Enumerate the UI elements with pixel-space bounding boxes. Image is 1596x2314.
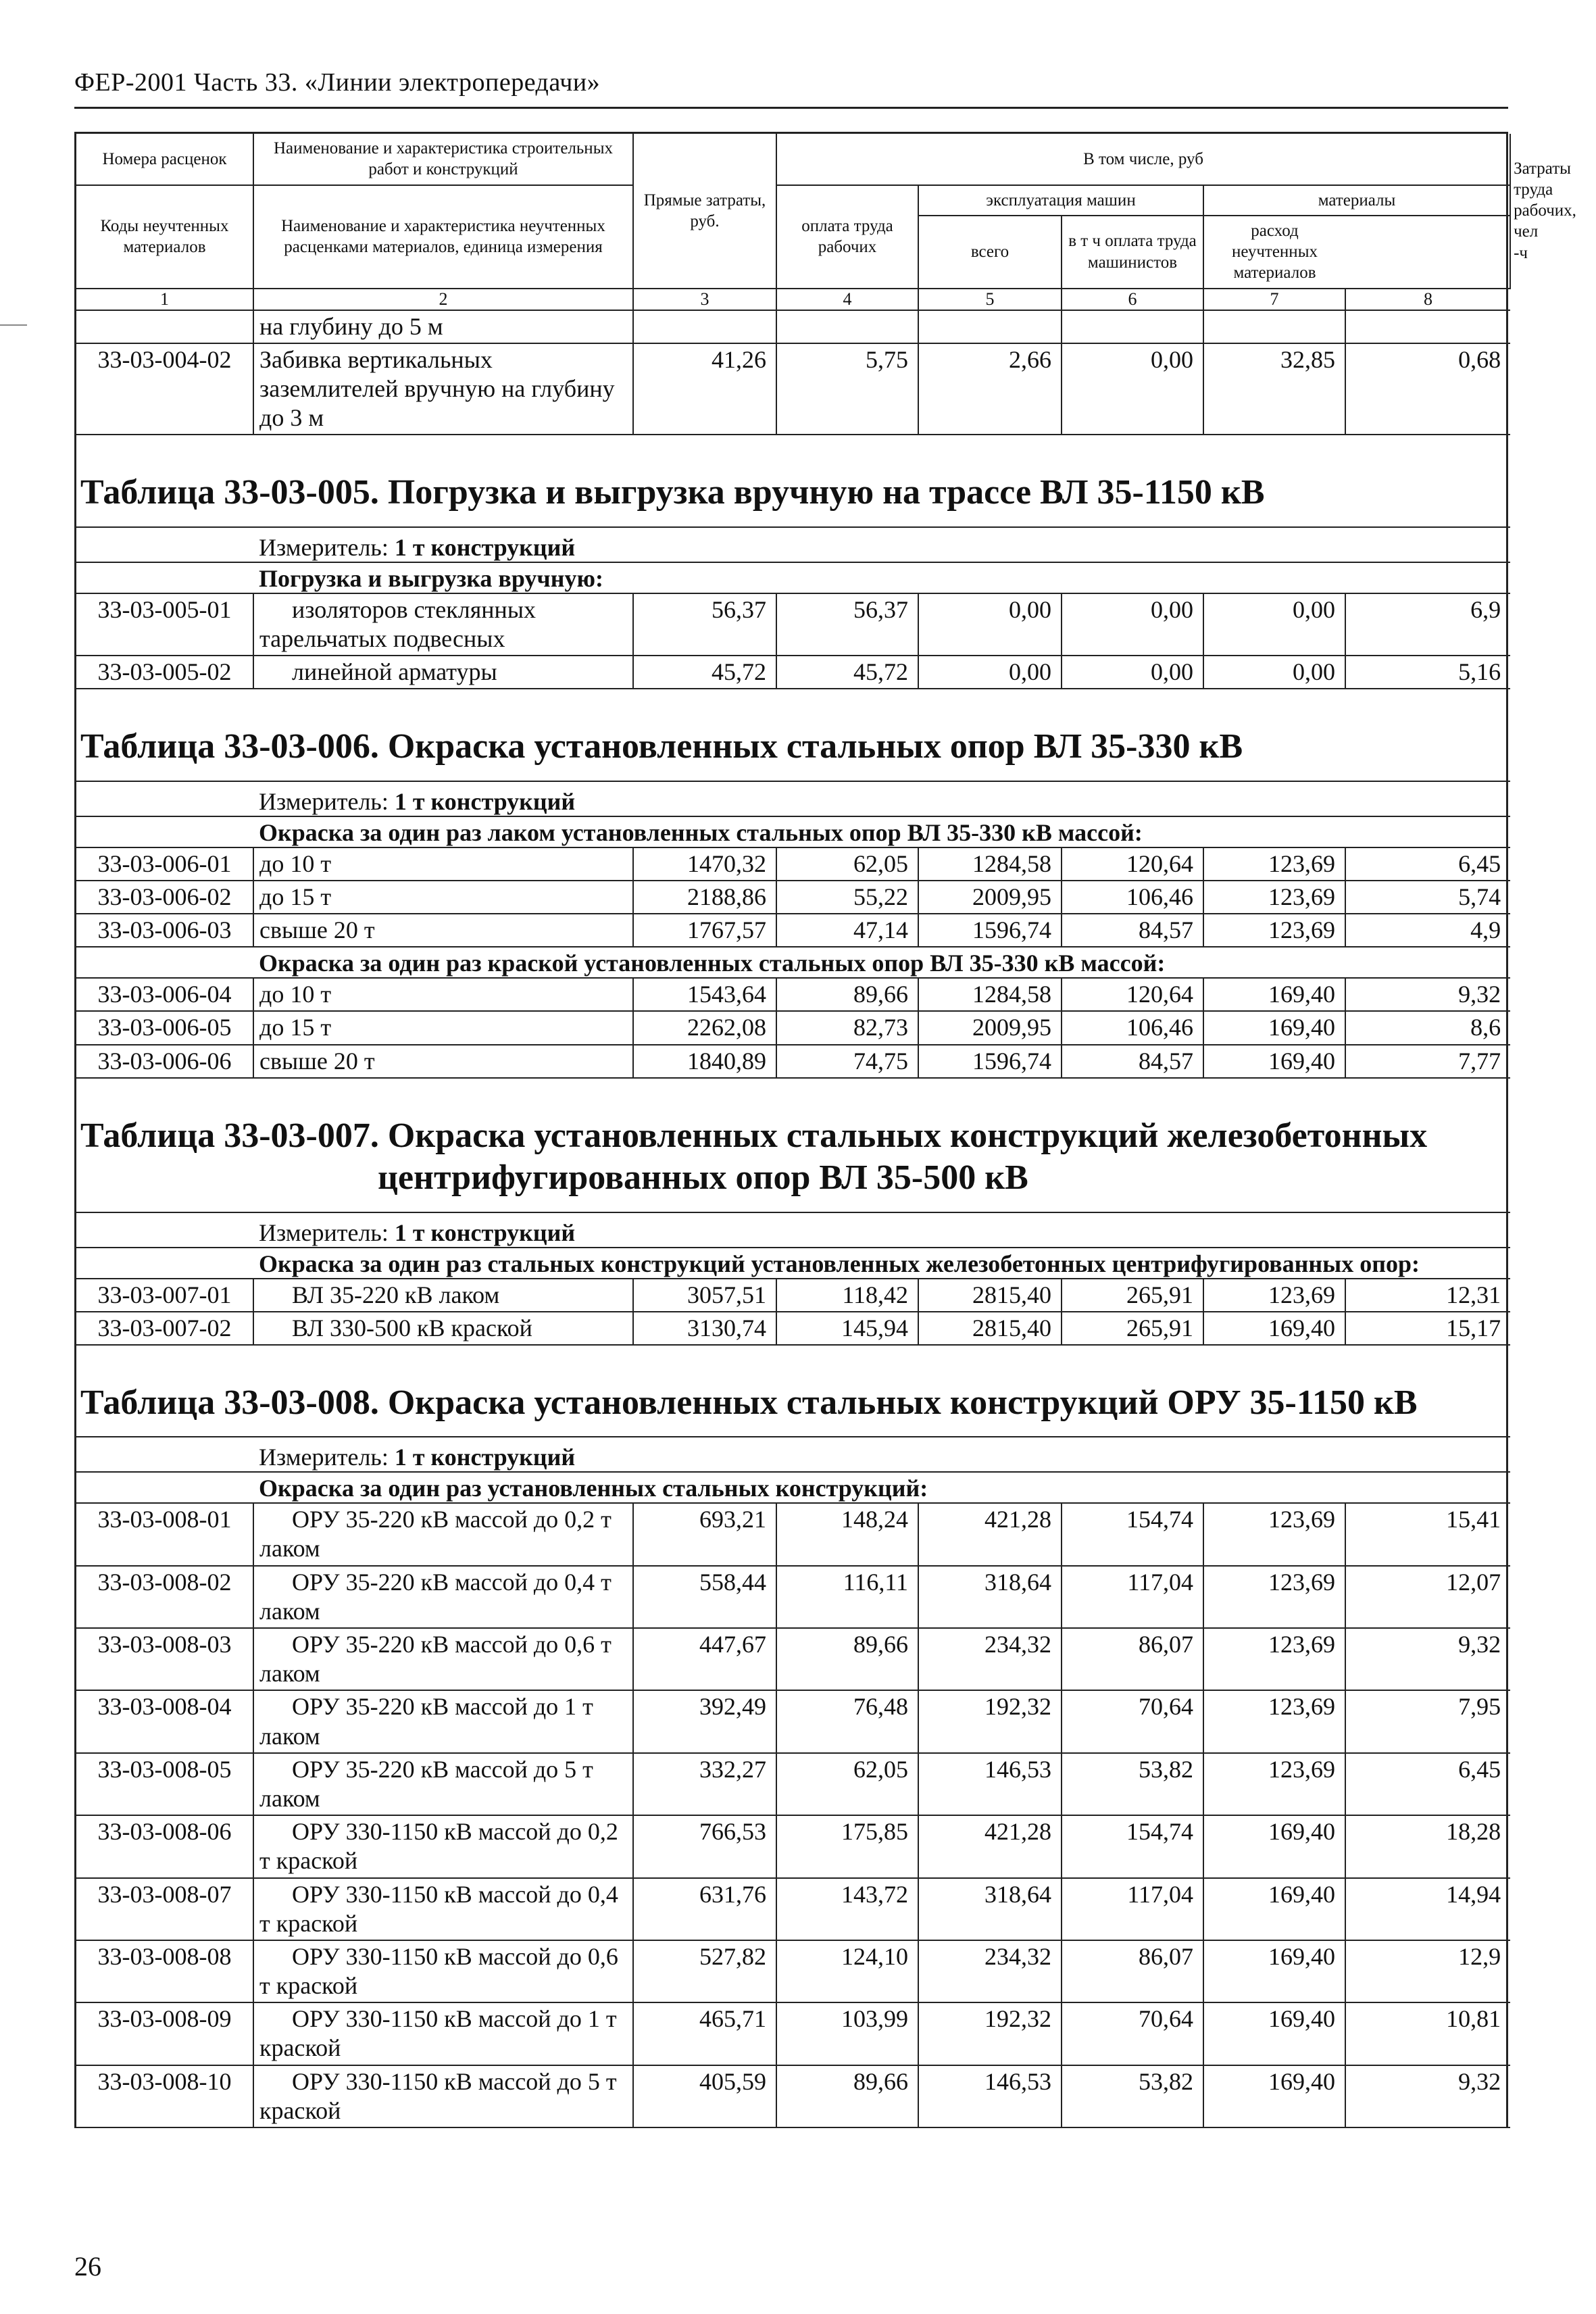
- table-row: [76, 1815, 1510, 1877]
- rate-code: 33-03-008-07: [76, 1878, 253, 1940]
- table-007-measure: Измеритель: 1 т конструкций: [76, 1212, 1510, 1248]
- labor-pay-value: 45,72: [776, 656, 918, 689]
- direct-costs-value: 693,21: [633, 1503, 776, 1565]
- machines-total-value: 318,64: [918, 1566, 1062, 1628]
- materials-value: 169,40: [1203, 978, 1345, 1011]
- table-row: [76, 1312, 1510, 1345]
- direct-costs-value: 1840,89: [633, 1045, 776, 1078]
- materials-value: 169,40: [1203, 1045, 1345, 1078]
- labor-hours-value: 9,32: [1345, 978, 1510, 1011]
- materials-value: 123,69: [1203, 1753, 1345, 1815]
- labor-pay-value: 175,85: [776, 1815, 918, 1877]
- materials-value: 0,00: [1203, 593, 1345, 656]
- running-head: ФЕР-2001 Часть 33. «Линии электропередачи»: [74, 68, 1508, 109]
- machines-total-value: 2009,95: [918, 881, 1062, 914]
- rate-code: 33-03-005-02: [76, 656, 253, 689]
- labor-pay-value: 76,48: [776, 1690, 918, 1752]
- machines-labor-value: 265,91: [1062, 1279, 1203, 1312]
- table-005-rows: [76, 593, 1510, 689]
- work-name: ОРУ 35-220 кВ массой до 0,2 т лаком: [253, 1503, 633, 1565]
- labor-pay-value: 143,72: [776, 1878, 918, 1940]
- header-including: В том числе, руб: [776, 134, 1510, 185]
- labor-hours-value: 7,95: [1345, 1690, 1510, 1752]
- machines-total-value: 0,00: [918, 593, 1062, 656]
- labor-hours-value: 10,81: [1345, 2002, 1510, 2065]
- rate-code: 33-03-008-02: [76, 1566, 253, 1628]
- machines-labor-value: [1062, 310, 1203, 343]
- header-name-bottom: Наименование и характеристика неучтенных расценками материалов, единица измерения: [253, 185, 633, 289]
- table-005-measure: Измеритель: 1 т конструкций: [76, 527, 1510, 562]
- table-006-group-varnish: Окраска за один раз лаком установленных стальных опор ВЛ 35-330 кВ массой:: [76, 816, 1510, 847]
- labor-hours-value: 18,28: [1345, 1815, 1510, 1877]
- labor-pay-value: 124,10: [776, 1940, 918, 2002]
- labor-pay-value: 62,05: [776, 847, 918, 881]
- table-008-head: [76, 1345, 1510, 1503]
- table-row: [76, 1279, 1510, 1312]
- machines-labor-value: 0,00: [1062, 656, 1203, 689]
- table-row: [76, 310, 1510, 343]
- rate-code: 33-03-004-02: [76, 343, 253, 435]
- rate-code: 33-03-008-03: [76, 1628, 253, 1690]
- labor-hours-value: 4,9: [1345, 914, 1510, 947]
- machines-labor-value: 117,04: [1062, 1878, 1203, 1940]
- table-006-group2: [76, 947, 1510, 978]
- work-name: ОРУ 330-1150 кВ массой до 0,2 т краской: [253, 1815, 633, 1877]
- work-name: ОРУ 330-1150 кВ массой до 1 т краской: [253, 2002, 633, 2065]
- table-row: [76, 2002, 1510, 2065]
- machines-total-value: 234,32: [918, 1628, 1062, 1690]
- labor-pay-value: [776, 310, 918, 343]
- table-row: [76, 656, 1510, 689]
- work-name: до 15 т: [253, 881, 633, 914]
- table-006-title: Таблица 33-03-006. Окраска установленных стальных опор ВЛ 35-330 кВ: [76, 689, 1510, 781]
- table-008-measure: Измеритель: 1 т конструкций: [76, 1437, 1510, 1472]
- table-007-group: Окраска за один раз стальных конструкций установленных железобетонных центрифугированных опор:: [76, 1248, 1510, 1279]
- work-name: ВЛ 35-220 кВ лаком: [253, 1279, 633, 1312]
- work-name: ОРУ 35-220 кВ массой до 0,6 т лаком: [253, 1628, 633, 1690]
- machines-total-value: 192,32: [918, 2002, 1062, 2065]
- labor-hours-value: 7,77: [1345, 1045, 1510, 1078]
- machines-labor-value: 120,64: [1062, 847, 1203, 881]
- price-table-frame: [74, 132, 1576, 2128]
- machines-labor-value: 265,91: [1062, 1312, 1203, 1345]
- materials-value: 123,69: [1203, 914, 1345, 947]
- machines-labor-value: 84,57: [1062, 1045, 1203, 1078]
- table-007-rows: [76, 1279, 1510, 1345]
- machines-labor-value: 154,74: [1062, 1503, 1203, 1565]
- table-row: [76, 593, 1510, 656]
- direct-costs-value: 41,26: [633, 343, 776, 435]
- materials-value: 123,69: [1203, 1690, 1345, 1752]
- rate-code: 33-03-008-04: [76, 1690, 253, 1752]
- labor-hours-value: [1345, 310, 1510, 343]
- machines-labor-value: 70,64: [1062, 1690, 1203, 1752]
- labor-hours-value: 14,94: [1345, 1878, 1510, 1940]
- col-number: 1: [76, 289, 253, 310]
- rate-code: 33-03-008-01: [76, 1503, 253, 1565]
- table-row: [76, 1878, 1510, 1940]
- materials-value: [1203, 310, 1345, 343]
- machines-total-value: 2815,40: [918, 1312, 1062, 1345]
- materials-value: 0,00: [1203, 656, 1345, 689]
- rate-code: 33-03-008-06: [76, 1815, 253, 1877]
- header-name-top: Наименование и характеристика строительных работ и конструкций: [253, 134, 633, 185]
- table-005-head: [76, 435, 1510, 593]
- rate-code: 33-03-007-01: [76, 1279, 253, 1312]
- materials-value: 123,69: [1203, 1628, 1345, 1690]
- header-codes-bottom: Коды неучтенных материалов: [76, 185, 253, 289]
- direct-costs-value: 2262,08: [633, 1011, 776, 1044]
- direct-costs-value: 56,37: [633, 593, 776, 656]
- rate-code: 33-03-006-04: [76, 978, 253, 1011]
- table-row: [76, 343, 1510, 435]
- rate-code: 33-03-006-03: [76, 914, 253, 947]
- direct-costs-value: 766,53: [633, 1815, 776, 1877]
- machines-labor-value: 0,00: [1062, 343, 1203, 435]
- labor-hours-value: 15,41: [1345, 1503, 1510, 1565]
- rate-code: 33-03-008-08: [76, 1940, 253, 2002]
- labor-pay-value: 89,66: [776, 1628, 918, 1690]
- rate-code: 33-03-007-02: [76, 1312, 253, 1345]
- price-table: [76, 134, 1576, 2128]
- table-row: [76, 1011, 1510, 1044]
- table-row: [76, 2065, 1510, 2127]
- direct-costs-value: 1767,57: [633, 914, 776, 947]
- rate-code: 33-03-008-09: [76, 2002, 253, 2065]
- labor-hours-value: 6,45: [1345, 847, 1510, 881]
- materials-value: 123,69: [1203, 881, 1345, 914]
- direct-costs-value: [633, 310, 776, 343]
- work-name: ОРУ 330-1150 кВ массой до 0,4 т краской: [253, 1878, 633, 1940]
- labor-pay-value: 103,99: [776, 2002, 918, 2065]
- header-machines-labor: в т ч оплата труда машинистов: [1062, 216, 1203, 289]
- col-number: 2: [253, 289, 633, 310]
- work-name: свыше 20 т: [253, 914, 633, 947]
- direct-costs-value: 405,59: [633, 2065, 776, 2127]
- labor-hours-value: 6,45: [1345, 1753, 1510, 1815]
- materials-value: 123,69: [1203, 1503, 1345, 1565]
- direct-costs-value: 2188,86: [633, 881, 776, 914]
- labor-pay-value: 56,37: [776, 593, 918, 656]
- work-name: изоляторов стеклянных тарельчатых подвесных: [253, 593, 633, 656]
- labor-hours-value: 9,32: [1345, 1628, 1510, 1690]
- table-005-title: Таблица 33-03-005. Погрузка и выгрузка вручную на трассе ВЛ 35-1150 кВ: [76, 435, 1510, 526]
- table-008-group: Окраска за один раз установленных стальных конструкций:: [76, 1472, 1510, 1503]
- machines-total-value: 234,32: [918, 1940, 1062, 2002]
- table-row: [76, 1690, 1510, 1752]
- machines-total-value: 2,66: [918, 343, 1062, 435]
- table-007-head: [76, 1078, 1510, 1279]
- table-row: [76, 1503, 1510, 1565]
- table-006-group-paint: Окраска за один раз краской установленных стальных опор ВЛ 35-330 кВ массой:: [76, 947, 1510, 978]
- col-number: 3: [633, 289, 776, 310]
- machines-labor-value: 84,57: [1062, 914, 1203, 947]
- continuation-rows: [76, 310, 1510, 435]
- labor-hours-value: 5,16: [1345, 656, 1510, 689]
- table-row: [76, 914, 1510, 947]
- table-row: [76, 1940, 1510, 2002]
- materials-value: 123,69: [1203, 1566, 1345, 1628]
- labor-pay-value: 145,94: [776, 1312, 918, 1345]
- materials-value: 169,40: [1203, 1940, 1345, 2002]
- materials-value: 169,40: [1203, 1312, 1345, 1345]
- materials-value: 123,69: [1203, 847, 1345, 881]
- materials-value: 169,40: [1203, 1815, 1345, 1877]
- table-005-group: Погрузка и выгрузка вручную:: [76, 562, 1510, 593]
- work-name: до 10 т: [253, 978, 633, 1011]
- machines-total-value: 0,00: [918, 656, 1062, 689]
- machines-total-value: 421,28: [918, 1503, 1062, 1565]
- materials-value: 169,40: [1203, 1878, 1345, 1940]
- machines-total-value: 2815,40: [918, 1279, 1062, 1312]
- table-008-title: Таблица 33-03-008. Окраска установленных стальных конструкций ОРУ 35-1150 кВ: [76, 1345, 1510, 1437]
- labor-pay-value: 148,24: [776, 1503, 918, 1565]
- header-materials: материалы: [1203, 185, 1510, 216]
- machines-labor-value: 70,64: [1062, 2002, 1203, 2065]
- machines-labor-value: 106,46: [1062, 881, 1203, 914]
- machines-labor-value: 0,00: [1062, 593, 1203, 656]
- machines-labor-value: 86,07: [1062, 1628, 1203, 1690]
- table-row: [76, 847, 1510, 881]
- work-name: ОРУ 35-220 кВ массой до 0,4 т лаком: [253, 1566, 633, 1628]
- table-row: [76, 1566, 1510, 1628]
- rate-code: 33-03-006-05: [76, 1011, 253, 1044]
- direct-costs-value: 3057,51: [633, 1279, 776, 1312]
- header-machines-total: всего: [918, 216, 1062, 289]
- direct-costs-value: 3130,74: [633, 1312, 776, 1345]
- labor-hours-value: 6,9: [1345, 593, 1510, 656]
- header-machines: эксплуатация машин: [918, 185, 1203, 216]
- machines-total-value: 146,53: [918, 1753, 1062, 1815]
- work-name: линейной арматуры: [253, 656, 633, 689]
- work-name: ОРУ 35-220 кВ массой до 1 т лаком: [253, 1690, 633, 1752]
- col-number: 7: [1203, 289, 1345, 310]
- materials-value: 169,40: [1203, 2002, 1345, 2065]
- labor-pay-value: 74,75: [776, 1045, 918, 1078]
- machines-total-value: 1596,74: [918, 1045, 1062, 1078]
- labor-hours-value: 8,6: [1345, 1011, 1510, 1044]
- table-006-head: [76, 689, 1510, 847]
- labor-hours-value: 5,74: [1345, 881, 1510, 914]
- labor-hours-value: 12,9: [1345, 1940, 1510, 2002]
- direct-costs-value: 447,67: [633, 1628, 776, 1690]
- labor-pay-value: 62,05: [776, 1753, 918, 1815]
- labor-pay-value: 89,66: [776, 978, 918, 1011]
- work-name: ОРУ 330-1150 кВ массой до 0,6 т краской: [253, 1940, 633, 2002]
- work-name: ВЛ 330-500 кВ краской: [253, 1312, 633, 1345]
- rate-code: 33-03-005-01: [76, 593, 253, 656]
- rate-code: 33-03-008-10: [76, 2065, 253, 2127]
- machines-labor-value: 117,04: [1062, 1566, 1203, 1628]
- rate-code: 33-03-008-05: [76, 1753, 253, 1815]
- table-006-rows-paint: [76, 978, 1510, 1078]
- direct-costs-value: 527,82: [633, 1940, 776, 2002]
- labor-hours-value: 12,07: [1345, 1566, 1510, 1628]
- labor-hours-value: 12,31: [1345, 1279, 1510, 1312]
- labor-pay-value: 82,73: [776, 1011, 918, 1044]
- materials-value: 123,69: [1203, 1279, 1345, 1312]
- direct-costs-value: 392,49: [633, 1690, 776, 1752]
- table-007-title: Таблица 33-03-007. Окраска установленных стальных конструкций железобетонных центрифугированных опор ВЛ 35-500 кВ: [76, 1078, 1510, 1212]
- machines-labor-value: 106,46: [1062, 1011, 1203, 1044]
- machines-total-value: 146,53: [918, 2065, 1062, 2127]
- direct-costs-value: 1543,64: [633, 978, 776, 1011]
- document-page: [74, 68, 1576, 2128]
- table-row: [76, 1045, 1510, 1078]
- rate-code: [76, 310, 253, 343]
- direct-costs-value: 1470,32: [633, 847, 776, 881]
- direct-costs-value: 332,27: [633, 1753, 776, 1815]
- direct-costs-value: 558,44: [633, 1566, 776, 1628]
- table-006-rows-varnish: [76, 847, 1510, 947]
- materials-value: 169,40: [1203, 2065, 1345, 2127]
- work-name: на глубину до 5 м: [253, 310, 633, 343]
- machines-total-value: 192,32: [918, 1690, 1062, 1752]
- margin-mark: [0, 324, 27, 326]
- labor-pay-value: 55,22: [776, 881, 918, 914]
- work-name: Забивка вертикальных заземлителей вручную на глубину до 3 м: [253, 343, 633, 435]
- header-codes-top: Номера расценок: [76, 134, 253, 185]
- machines-labor-value: 154,74: [1062, 1815, 1203, 1877]
- col-number: 5: [918, 289, 1062, 310]
- materials-value: 32,85: [1203, 343, 1345, 435]
- rate-code: 33-03-006-01: [76, 847, 253, 881]
- direct-costs-value: 45,72: [633, 656, 776, 689]
- col-number: 4: [776, 289, 918, 310]
- rate-code: 33-03-006-06: [76, 1045, 253, 1078]
- machines-total-value: 1596,74: [918, 914, 1062, 947]
- table-row: [76, 1753, 1510, 1815]
- work-name: ОРУ 330-1150 кВ массой до 5 т краской: [253, 2065, 633, 2127]
- labor-hours-value: 9,32: [1345, 2065, 1510, 2127]
- direct-costs-value: 465,71: [633, 2002, 776, 2065]
- labor-pay-value: 47,14: [776, 914, 918, 947]
- table-header: Номера расценок Наименование и характеристика строительных работ и конструкций Прямые затраты, руб. В том числе, руб Затраты труда рабочих, чел -ч Коды неучтенных материалов Наименование и характеристика неучтенных расценками материалов, единица измерения оплата труда рабочих эксплуатация машин материалы всего в т ч оплата труда машинистов расход неучтенных материалов 1 2 3 4 5 6 7 8: [76, 134, 1510, 310]
- work-name: до 15 т: [253, 1011, 633, 1044]
- labor-pay-value: 118,42: [776, 1279, 918, 1312]
- machines-total-value: 421,28: [918, 1815, 1062, 1877]
- machines-total-value: 2009,95: [918, 1011, 1062, 1044]
- rate-code: 33-03-006-02: [76, 881, 253, 914]
- labor-pay-value: 89,66: [776, 2065, 918, 2127]
- labor-pay-value: 5,75: [776, 343, 918, 435]
- labor-hours-value: 15,17: [1345, 1312, 1510, 1345]
- table-008-rows: [76, 1503, 1510, 2127]
- machines-total-value: [918, 310, 1062, 343]
- machines-total-value: 1284,58: [918, 978, 1062, 1011]
- machines-labor-value: 53,82: [1062, 1753, 1203, 1815]
- table-row: [76, 1628, 1510, 1690]
- table-row: [76, 881, 1510, 914]
- header-materials-unaccounted: расход неучтенных материалов: [1203, 216, 1345, 289]
- machines-total-value: 1284,58: [918, 847, 1062, 881]
- work-name: до 10 т: [253, 847, 633, 881]
- table-row: [76, 978, 1510, 1011]
- column-numbers-row: [76, 289, 1510, 310]
- machines-total-value: 318,64: [918, 1878, 1062, 1940]
- machines-labor-value: 53,82: [1062, 2065, 1203, 2127]
- direct-costs-value: 631,76: [633, 1878, 776, 1940]
- labor-pay-value: 116,11: [776, 1566, 918, 1628]
- work-name: ОРУ 35-220 кВ массой до 5 т лаком: [253, 1753, 633, 1815]
- work-name: свыше 20 т: [253, 1045, 633, 1078]
- machines-labor-value: 120,64: [1062, 978, 1203, 1011]
- header-labor-pay: оплата труда рабочих: [776, 185, 918, 289]
- labor-hours-value: 0,68: [1345, 343, 1510, 435]
- machines-labor-value: 86,07: [1062, 1940, 1203, 2002]
- table-006-measure: Измеритель: 1 т конструкций: [76, 781, 1510, 816]
- materials-value: 169,40: [1203, 1011, 1345, 1044]
- page-number: 26: [74, 2251, 101, 2282]
- col-number: 8: [1345, 289, 1510, 310]
- header-direct-costs: Прямые затраты, руб.: [633, 134, 776, 289]
- col-number: 6: [1062, 289, 1203, 310]
